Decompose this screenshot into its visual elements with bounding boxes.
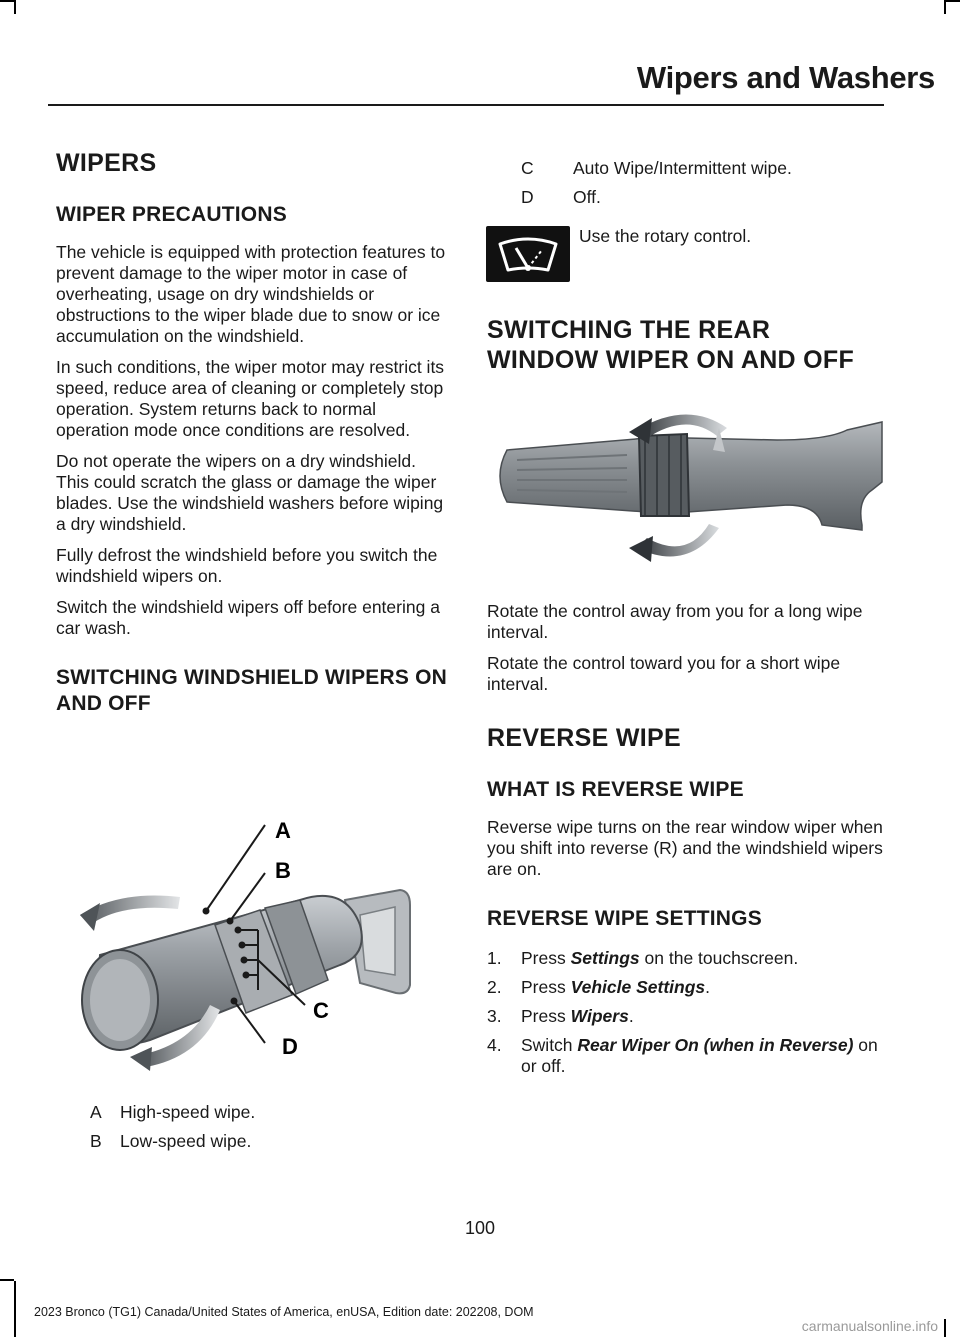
paragraph: Rotate the control toward you for a short wipe interval.: [487, 653, 841, 694]
paragraph: Reverse wipe turns on the rear window wiper when you shift into reverse (R) and the windshield wipers are on.: [487, 817, 883, 879]
header-divider: [48, 104, 884, 106]
legend-text: Auto Wipe/Intermittent wipe.: [573, 158, 792, 178]
page-title: Wipers and Washers: [636, 60, 935, 95]
subheading-reverse-wipe-settings: REVERSE WIPE SETTINGS: [487, 907, 762, 930]
section-heading-rear-wiper-2: WINDOW WIPER ON AND OFF: [487, 346, 855, 374]
list-item: [487, 948, 887, 969]
list-item: [487, 1035, 887, 1077]
legend-key: D: [521, 187, 534, 207]
watermark: carmanualsonline.info: [801, 1318, 938, 1334]
figure-label-c: C: [313, 998, 329, 1023]
crop-mark: [944, 1319, 946, 1337]
step-text: Press Vehicle Settings.: [521, 977, 711, 997]
legend-item: [487, 187, 887, 208]
rotary-note: Use the rotary control.: [579, 226, 752, 246]
legend-key: C: [521, 158, 534, 178]
subheading-wiper-precautions: WIPER PRECAUTIONS: [56, 203, 287, 226]
figure-label-a: A: [275, 818, 291, 843]
figure-label-b: B: [275, 858, 291, 883]
section-heading-rear-wiper-1: SWITCHING THE REAR: [487, 316, 771, 344]
list-item: [487, 1006, 887, 1027]
legend-text: Low-speed wipe.: [120, 1131, 252, 1151]
step-number: 3.: [487, 1006, 502, 1026]
crop-mark: [0, 0, 14, 2]
legend-cd: [487, 158, 887, 208]
step-number: 1.: [487, 948, 502, 968]
step-text: Press Wipers.: [521, 1006, 634, 1026]
step-number: 4.: [487, 1035, 502, 1055]
figure-label-d: D: [282, 1034, 298, 1059]
paragraph: Fully defrost the windshield before you switch the windshield wipers on.: [56, 545, 438, 586]
crop-mark: [0, 1279, 14, 1281]
crop-mark: [14, 0, 16, 14]
legend-key: B: [90, 1131, 102, 1151]
page-number: 100: [464, 1218, 496, 1238]
step-number: 2.: [487, 977, 502, 997]
subheading-what-is-reverse-wipe: WHAT IS REVERSE WIPE: [487, 778, 744, 801]
legend-item: [487, 158, 887, 179]
wiper-stalk-figure: [60, 805, 440, 1075]
crop-mark: [14, 1281, 16, 1337]
legend-key: A: [90, 1102, 102, 1122]
step-text: Press Settings on the touchscreen.: [521, 948, 799, 968]
crop-mark: [946, 0, 960, 2]
subheading-switching-windshield-wipers: SWITCHING WINDSHIELD WIPERS ON AND OFF: [56, 666, 447, 715]
rear-heading: [487, 315, 887, 375]
legend-text: Off.: [573, 187, 601, 207]
left-column: [56, 148, 448, 717]
section-heading-reverse-wipe: REVERSE WIPE: [487, 724, 681, 752]
legend-item: [56, 1131, 448, 1152]
section-heading-wipers: WIPERS: [56, 149, 157, 177]
legend-item: [56, 1102, 448, 1123]
legend-text: High-speed wipe.: [120, 1102, 256, 1122]
paragraph: The vehicle is equipped with protection features to prevent damage to the wiper motor in case of overheating, usage on dry windshields or obstructions to the wiper blade due to snow or ice accumulation on the windshield.: [56, 242, 446, 346]
legend-ab: [56, 1102, 448, 1152]
paragraph: In such conditions, the wiper motor may restrict its speed, reduce area of cleaning or completely stop operation. System returns back to normal operation mode once conditions are resolved.: [56, 357, 445, 440]
crop-mark: [944, 0, 946, 14]
rear-wiper-control-figure: [487, 400, 887, 572]
right-column-body: [487, 601, 887, 1085]
step-text: Switch Rear Wiper On (when in Reverse) on or off.: [521, 1035, 878, 1076]
windshield-wiper-icon: [486, 226, 570, 282]
paragraph: Switch the windshield wipers off before entering a car wash.: [56, 597, 440, 638]
edition-line: 2023 Bronco (TG1) Canada/United States of America, enUSA, Edition date: 202208, DOM: [34, 1305, 534, 1319]
settings-steps: [487, 948, 887, 1077]
paragraph: Rotate the control away from you for a long wipe interval.: [487, 601, 863, 642]
paragraph: Do not operate the wipers on a dry windshield. This could scratch the glass or damage the wiper blades. Use the windshield washers before wiping a dry windshield.: [56, 451, 444, 534]
list-item: [487, 977, 887, 998]
